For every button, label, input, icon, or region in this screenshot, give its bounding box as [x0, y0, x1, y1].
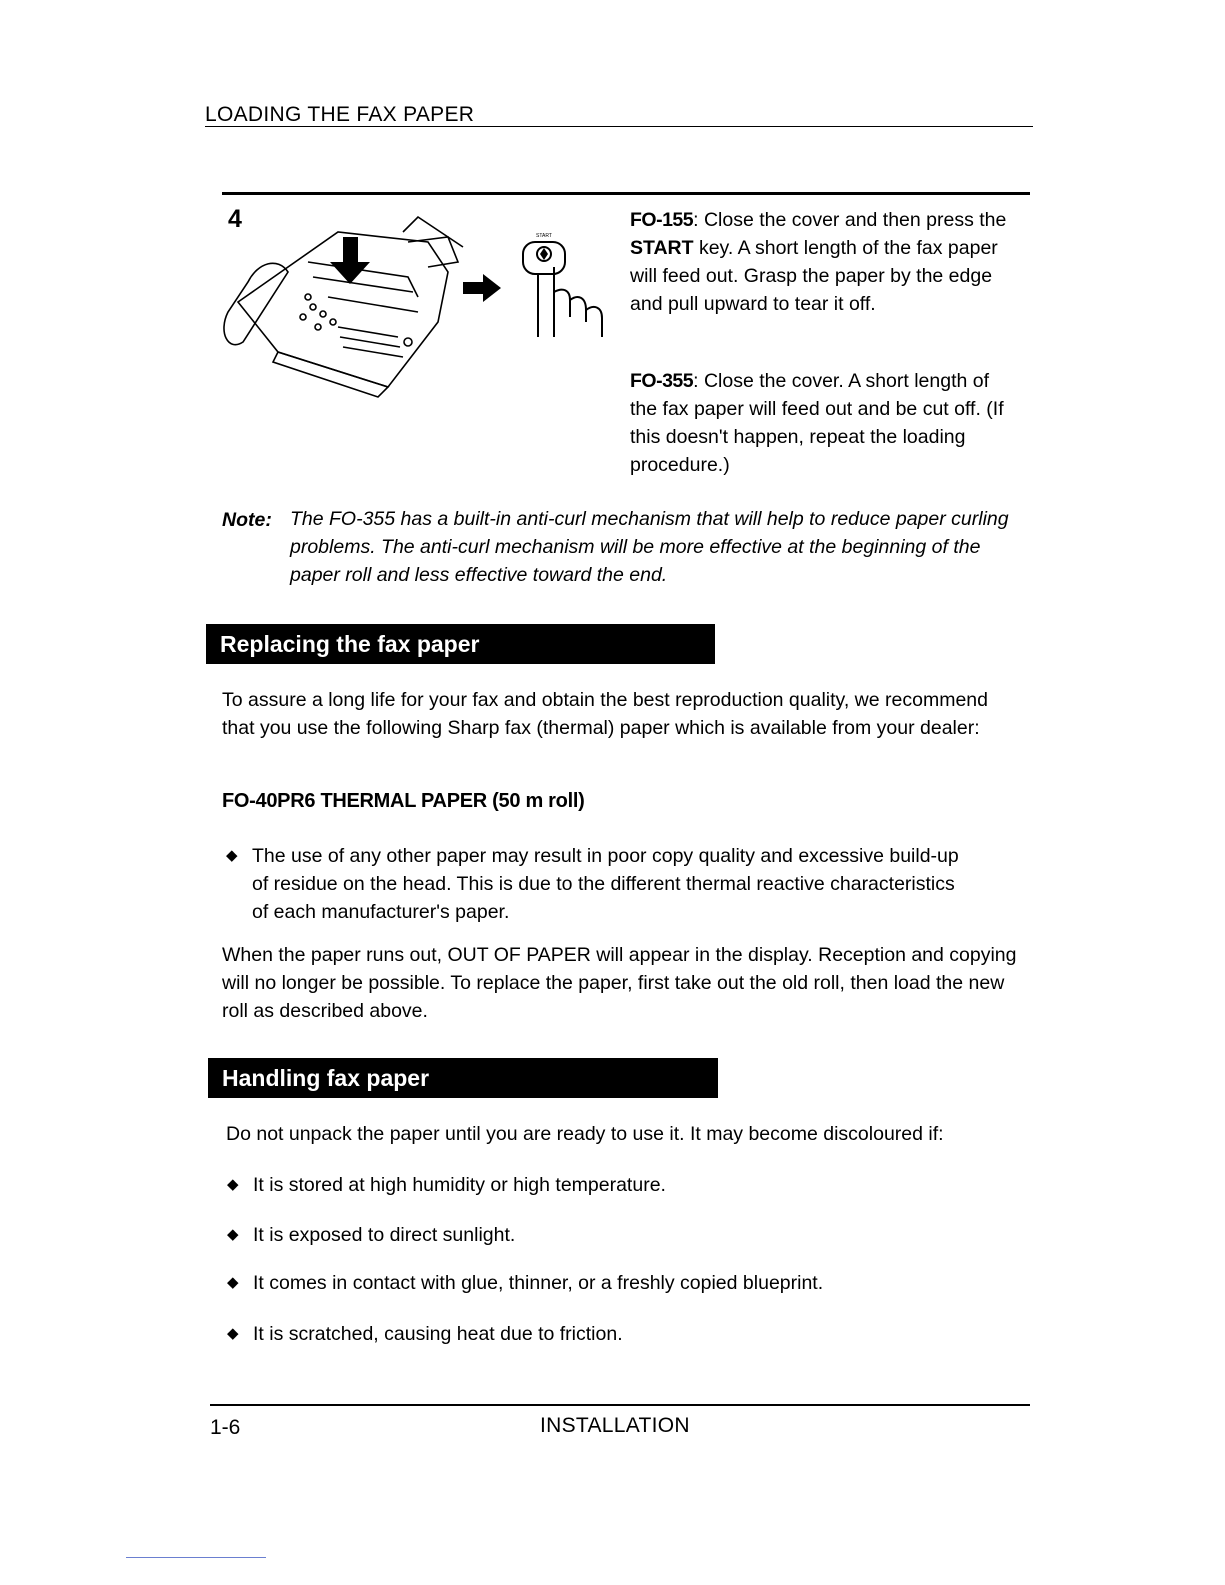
out-of-paper-paragraph: When the paper runs out, OUT OF PAPER will appear in the display. Reception and copying will no longer be possible. To replace the paper, first take out the old roll, then load the new roll as described above.: [222, 944, 1017, 1022]
start-key-caption: START: [536, 233, 552, 239]
fo355-model-label: FO-355: [630, 370, 694, 392]
down-arrow-icon: [330, 237, 370, 284]
header-rule: [205, 126, 1033, 127]
bullet-diamond-icon: ◆: [227, 1274, 239, 1291]
start-key-label: START: [630, 237, 694, 259]
bullet-diamond-icon: ◆: [227, 1226, 239, 1243]
fax-loading-illustration: [218, 202, 618, 402]
fo155-text-part1: : Close the cover and then press the: [693, 209, 1007, 231]
bullet-diamond-icon: ◆: [226, 847, 238, 864]
handling-bullet-text: It comes in contact with glue, thinner, or a freshly copied blueprint.: [253, 1272, 824, 1294]
running-header: LOADING THE FAX PAPER: [205, 103, 475, 126]
note-label: Note:: [222, 509, 272, 531]
replacing-intro: To assure a long life for your fax and obtain the best reproduction quality, we recommend that you use the following Sharp fax (thermal) paper which is available from your dealer:: [222, 689, 988, 739]
fo155-text-part2: key. A short length of the fax paper will feed out. Grasp the paper by the edge and pull upward to tear it off.: [630, 237, 998, 315]
fo355-instruction: [630, 367, 1020, 479]
finger-pressing-start-icon: [523, 242, 602, 337]
handling-heading: Handling fax paper: [208, 1058, 718, 1098]
footer-rule: [210, 1404, 1030, 1406]
bullet-diamond-icon: ◆: [227, 1176, 239, 1193]
fo155-model-label: FO-155: [630, 209, 694, 231]
step-rule: [222, 192, 1030, 195]
product-name: FO-40PR6 THERMAL PAPER (50 m roll): [222, 790, 585, 812]
right-arrow-icon: [463, 274, 501, 302]
handling-intro: Do not unpack the paper until you are ready to use it. It may become discoloured if:: [226, 1123, 944, 1145]
fo155-instruction: [630, 206, 1020, 318]
handling-bullet-text: It is stored at high humidity or high temperature.: [253, 1174, 666, 1196]
handling-bullet-text: It is exposed to direct sunlight.: [253, 1224, 516, 1246]
handling-bullet-text: It is scratched, causing heat due to friction.: [253, 1323, 623, 1345]
note-text: The FO-355 has a built-in anti-curl mechanism that will help to reduce paper curling problems. The anti-curl mechanism will be more effective at the beginning of the paper roll and less effective toward the end.: [290, 508, 1009, 586]
fo355-text: : Close the cover. A short length of the fax paper will feed out and be cut off. (If this doesn't happen, repeat the loading procedure.): [630, 370, 1004, 476]
page-number: 1-6: [210, 1416, 241, 1439]
chapter-title: INSTALLATION: [540, 1414, 690, 1437]
bullet-diamond-icon: ◆: [227, 1325, 239, 1342]
replacing-heading: Replacing the fax paper: [206, 624, 715, 664]
bottom-divider: [126, 1557, 266, 1558]
replacing-bullet-text: The use of any other paper may result in poor copy quality and excessive build-up of residue on the head. This is due to the different thermal reactive characteristics of each manufacturer's paper.: [252, 845, 959, 923]
step-number: 4: [228, 205, 242, 233]
